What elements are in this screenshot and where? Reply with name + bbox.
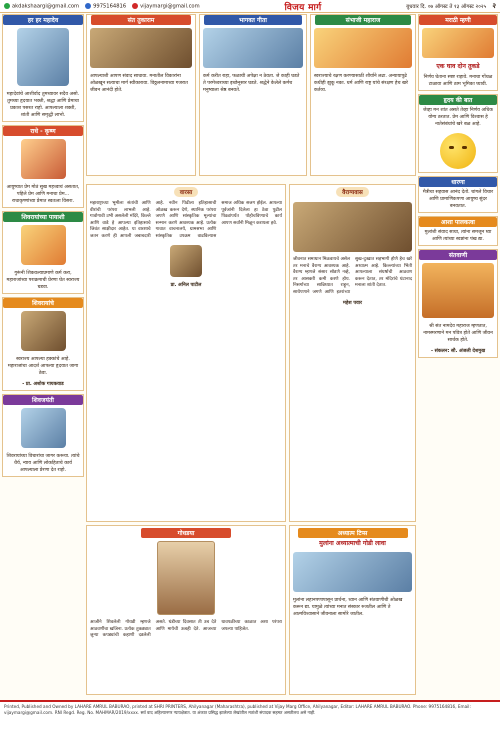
top-band <box>86 14 416 182</box>
jokes-box <box>418 216 498 246</box>
shivrai-author: - प्रा. अशोक गायकवाड <box>22 382 64 387</box>
sambhaji-text: स्वराज्याचे रक्षण करण्यासाठी शौर्याने लढा. अन्यायापुढे कधीही झुकू नका. धर्म आणि राष्ट्र यांचे संरक्षण हेच खरे कर्तव्य. <box>314 74 408 93</box>
shivjayanti-box <box>2 394 84 477</box>
adhyatma-text: मुलांना लहानपणापासून प्रार्थना, ध्यान आणि संतवाणीची ओळख करून द्या. यामुळे त्यांच्या मनात संस्कार रुजतील आणि ते आत्मविश्वासाने जीवनाला सामोरे जातील. <box>293 598 403 617</box>
laughing-emoji-icon <box>440 133 476 169</box>
sant-image <box>90 28 192 68</box>
sant-tukaram-box <box>86 14 196 176</box>
shiva-image <box>17 28 69 86</box>
portrait-image <box>21 408 66 448</box>
adhyatma-title: मुलांना अध्यात्माची गोडी लावा <box>319 540 386 547</box>
mhani-box <box>418 14 498 91</box>
page-number: २ <box>492 1 496 10</box>
header-right <box>406 2 496 11</box>
mhani-text: निर्णय घेताना स्पष्ट राहावे. मनाचा गोंधळ टाळावा आणि ठाम भूमिका घ्यावी. <box>423 75 493 87</box>
adhyatma-tag: अध्यात्म टिप्स <box>298 528 408 538</box>
mhani-image <box>422 28 494 58</box>
godhdya-tag: गोधडया <box>141 528 231 538</box>
jokes-text: मुलांशी संवाद साधा, त्यांना समजून घ्या आणि त्यांच्या स्वप्नांना पंख द्या. <box>424 230 492 242</box>
mhani-title: एक घाव दोन तुकडे <box>436 63 480 70</box>
varsa-article <box>86 184 286 522</box>
shivaji-quote: गुरूंनी शिकवल्याप्रमाणे कर्म करा, महाराजांच्या पराक्रमाची प्रेरणा घेत स्वराज्य घडवा. <box>6 271 80 290</box>
issue-date: बुधवार दि. ०७ ऑगस्ट ते १३ ऑगस्ट २०२५ <box>406 4 487 10</box>
heart-tag: हृदय की बात <box>419 95 497 105</box>
page-header <box>0 0 500 13</box>
santvani-box <box>418 249 498 358</box>
shivaji-box <box>2 211 84 294</box>
shivjayanti-tag: शिवजयंती <box>3 395 83 405</box>
sambhaji-box <box>310 14 416 176</box>
email-right[interactable]: vijaymargi@gmail.com <box>132 3 200 10</box>
heart-box <box>418 94 498 173</box>
freedom-fighter-image <box>21 311 66 351</box>
saint-image <box>422 263 494 318</box>
santvani-author: - संकलन: सौ. अंजली देशमुख <box>430 349 486 354</box>
krishna-tag: राधे - कृष्ण <box>3 126 83 136</box>
shivaji-tag: शिवरायांच्या पायाशी <box>3 212 83 222</box>
godhdya-article <box>86 525 286 695</box>
heart-text: जेव्हा मन शांत असते तेव्हा निर्णय अधिक योग्य ठरतात. प्रेम आणि विश्वास हे नातेसंबंधांचे खरे बळ आहे. <box>423 108 493 127</box>
sambhaji-tag: संभाजी महाराज <box>315 15 411 25</box>
shivrai-box <box>2 297 84 391</box>
whatsapp-icon <box>4 3 10 9</box>
dharana-tag: धारणा <box>419 177 497 187</box>
middle-section <box>86 184 416 699</box>
mahadev-tag: हर हर महादेव <box>3 15 83 25</box>
godhdya-text: आजीने शिवलेली गोधडी म्हणजे आठवणींचा खजिना. प्रत्येक तुकड्यात जुन्या कपड्यांची कहाणी दडलेली असते. थंडीच्या दिवसात ती उब देते आणि मायेची ऊबही देते. आजच्या धावपळीच्या काळात अशा परंपरा जपल्या पाहिजेत. <box>90 620 282 638</box>
dharana-box <box>418 176 498 213</box>
krishna-box <box>2 125 84 208</box>
shivjayanti-quote: शिवरायांच्या विचारांचा जागर करूया. त्यांचे धैर्य, न्याय आणि लोकहिताचे कार्य आपल्याला प्रेरणा देत राहो. <box>6 454 80 473</box>
vairagya-author: महेश पवार <box>343 301 362 306</box>
child-prayer-image <box>293 552 412 592</box>
fort-image <box>293 202 412 252</box>
phone-number[interactable]: 9975164816 <box>85 3 126 10</box>
bhagwat-text: कर्म करीत राहा, फळाची अपेक्षा न ठेवता. जे काही घडते ते परमेश्वराच्या इच्छेनुसार घडते. श्रद्धेने केलेले कर्मच मनुष्याला श्रेष्ठ बनवते. <box>203 74 300 93</box>
sant-tag: संत तुकाराम <box>91 15 191 25</box>
mhani-tag: मराठी म्हणी <box>419 15 497 25</box>
header-contacts <box>4 3 200 10</box>
krishna-arjun-image <box>203 28 303 68</box>
bhagwat-tag: भागवत गीता <box>204 15 302 25</box>
varsa-author: प्रा. अनिल पाटील <box>170 283 202 288</box>
vairagya-title: वैराग्यवास <box>336 187 369 197</box>
vairagya-text: जीवनात समाधान मिळवायचे असेल तर मनाचे वैराग्य आवश्यक आहे. वैराग्य म्हणजे संसार सोडणे नव्हे, तर आसक्ती कमी करणे होय. निसर्गाच्या सान्निध्यात राहून, साधेपणाने जगणे आणि इतरांच्या सुख-दुःखात सहभागी होणे हेच खरे अध्यात्म आहे. किल्ल्यांच्या भिंती आपल्याला संघर्षाची आठवण करून देतात, तर मंदिरांचे घंटानाद मनाला शांती देतात. <box>293 257 412 295</box>
varsa-text: महाराष्ट्राच्या भूमीला संतांची आणि वीरांची परंपरा लाभली आहे. गावोगावी उभी असलेली मंदिरे, किल्ले आणि वाडे हे आपल्या इतिहासाचे जिवंत साक्षीदार आहेत. या वारशाचे जतन करणे ही आपली जबाबदारी आहे. नवीन पिढीला इतिहासाची ओळख करून देणे, स्थानिक परंपरा जपणे आणि सांस्कृतिक मूल्यांचा सन्मान करणे आवश्यक आहे. प्रत्येक गावात वाचनालये, ग्रामसभा आणि सांस्कृतिक उपक्रम वाढविल्यास समाज अधिक सजग होईल. आपल्या पूर्वजांनी दिलेला हा ठेवा पुढील पिढ्यांपर्यंत पोहोचविण्याचे कार्य आपण सर्वांनी मिळून करायला हवे. <box>90 201 282 239</box>
shivrai-tag: शिवरायांचे <box>3 298 83 308</box>
left-column <box>2 14 84 698</box>
krishna-quote: आयुष्यात प्रेम मोठं सुख महत्त्वाचं असतात, पहिले प्रेम आणि मनाचा प्रेम... राधाकृष्णांच्या प्रेमात स्वतःला विसरा. <box>6 185 80 204</box>
dharana-text: मैत्रीचा सहवास आनंद देतो. चांगले विचार आणि प्रामाणिकपणा आयुष्य सुंदर बनवतात. <box>422 190 494 209</box>
masthead-logo: विजय मार्ग <box>284 2 322 13</box>
author-photo <box>170 245 202 277</box>
santvani-tag: संतवाणी <box>419 250 497 260</box>
phone-icon <box>85 3 91 9</box>
right-column <box>418 14 498 698</box>
imprint-footer: Printed, Published and Owned by LAHARE AMRUL BABURAO, printed at SHRI PRINTERS, Ahilyanagar (Maharashtra), published at Vijay Marg Office, Ahilyanagar, Editor: LAHARE AMRUL BABURAO. Phone: 9975164816, Email: vijaymargi@gmail.com. RNI Regd. Reg. No. MAHMAR/2019/xxxx. सर्व वाद अहिल्यानगर न्यायक्षेत्रात. या अंकात प्रसिद्ध झालेल्या लेखांतील मतांशी संपादक सहमत असतीलच असे नाही. <box>0 700 500 732</box>
radha-krishna-image <box>21 139 66 179</box>
quilt-image <box>157 541 215 615</box>
mail-icon <box>132 3 138 9</box>
santvani-text: श्री संत नामदेव महाराज म्हणतात, नामस्मरणाने मन पवित्र होते आणि जीवन सार्थक होते. <box>423 324 493 343</box>
shivrai-quote: स्वराज्य आपल्या हक्कांचे आहे. महाराजांचा आदर्श आपल्या हृदयात जागा ठेवा. <box>7 357 79 376</box>
adhyatma-box <box>289 525 416 695</box>
jokes-tag: आशा पालकत्वा <box>419 217 497 227</box>
mahadev-box <box>2 14 84 122</box>
bhagwat-box <box>199 14 307 176</box>
varsa-title: वारसा <box>174 187 199 197</box>
shivaji-image <box>21 225 66 265</box>
mahadev-quote: महादेवांचे आशीर्वाद तुमच्यावर सदैव असो. तुमच्या हृदयात भक्ती, श्रद्धा आणि प्रेमाचा प्रकाश पसरत राहो. आपल्याला शक्ती, शांती आणि समृद्धी लाभो. <box>6 92 80 118</box>
sant-text: आपल्याशी आपण संवाद साधावा. मनातील विकारांना ओळखून सत्याचा मार्ग स्वीकारावा. विठ्ठलनामाच्या गजरात जीवन आनंदी होते. <box>90 74 188 93</box>
vairagya-article <box>289 184 416 522</box>
email-left[interactable]: akdakshaargi@gmail.com <box>4 3 79 10</box>
sambhaji-image <box>314 28 412 68</box>
